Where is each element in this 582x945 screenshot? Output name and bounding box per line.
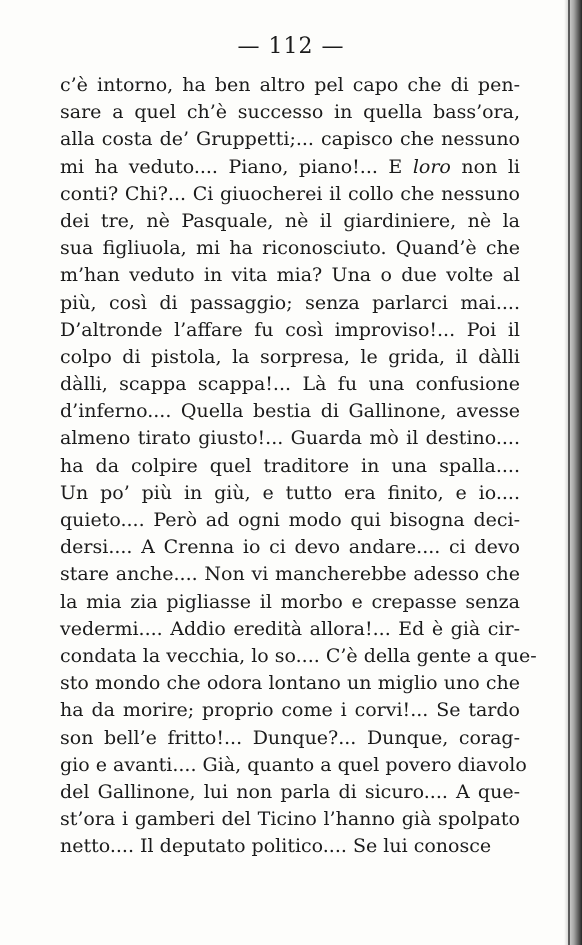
text-line: conti? Chi?... Ci giuocherei il collo che nessuno [60, 182, 520, 205]
text-line: del Gallinone, lui non parla di sicuro.... A que- [60, 780, 520, 803]
text-line: st’ora i gamberi del Ticino l’hanno già spolpato [60, 808, 520, 831]
text-line: son bell’e fritto!... Dunque?... Dunque, corag- [60, 726, 520, 749]
italic-word: loro [412, 155, 451, 178]
text-line: colpo di pistola, la sorpresa, le grida, il dàlli [60, 345, 520, 368]
text-line: dei tre, nè Pasquale, nè il giardiniere, nè la [60, 209, 520, 232]
text-line: ha da colpire quel traditore in una spalla.... [60, 454, 520, 477]
page-edge-line [568, 0, 570, 945]
text-line: sua figliuola, mi ha riconosciuto. Quand’è che [60, 237, 520, 260]
text-line: ha da morire; proprio come i corvi!... Se tardo [60, 699, 520, 722]
text-line: alla costa de’ Gruppetti;... capisco che nessuno [60, 128, 520, 151]
text-line: c’è intorno, ha ben altro pel capo che di pen- [60, 74, 520, 96]
text-line: sto mondo che odora lontano un miglio uno che [60, 672, 520, 695]
text-line: netto.... Il deputato politico.... Se lui conosce [60, 835, 492, 858]
text-line: Un po’ più in giù, e tutto era finito, e io.... [60, 481, 520, 504]
text-line: D’altronde l’affare fu così improviso!... Poi il [60, 318, 520, 341]
text-line: almeno tirato giusto!... Guarda mò il destino.... [60, 427, 520, 450]
text-line: mi ha veduto.... Piano, piano!... E loro non li [60, 155, 520, 178]
text-line: d’inferno.... Quella bestia di Gallinone, avesse [60, 400, 520, 423]
page-number: — 112 — [237, 34, 345, 59]
body-text [60, 72, 537, 860]
text-line: quieto.... Però ad ogni modo qui bisogna deci- [60, 509, 520, 531]
text-line: condata la vecchia, lo so.... C’è della gente a que- [60, 644, 537, 667]
page-edge-shadow [564, 0, 582, 945]
text-line: sare a quel ch’è successo in quella bass’ora, [60, 101, 520, 124]
text-line: gio e avanti.... Già, quanto a quel povero diavolo [60, 753, 527, 776]
text-line: m’han veduto in vita mia? Una o due volte al [60, 264, 520, 287]
text-line: vedermi.... Addio eredità allora!... Ed è già cir- [60, 617, 520, 640]
text-line: dersi.... A Crenna io ci devo andare.... ci devo [60, 536, 520, 559]
text-line: dàlli, scappa scappa!... Là fu una confusione [60, 373, 520, 396]
text-line: più, così di passaggio; senza parlarci mai.... [60, 291, 520, 314]
text-line: la mia zia pigliasse il morbo e crepasse senza [60, 590, 520, 613]
text-line: stare anche.... Non vi mancherebbe adesso che [60, 563, 520, 586]
